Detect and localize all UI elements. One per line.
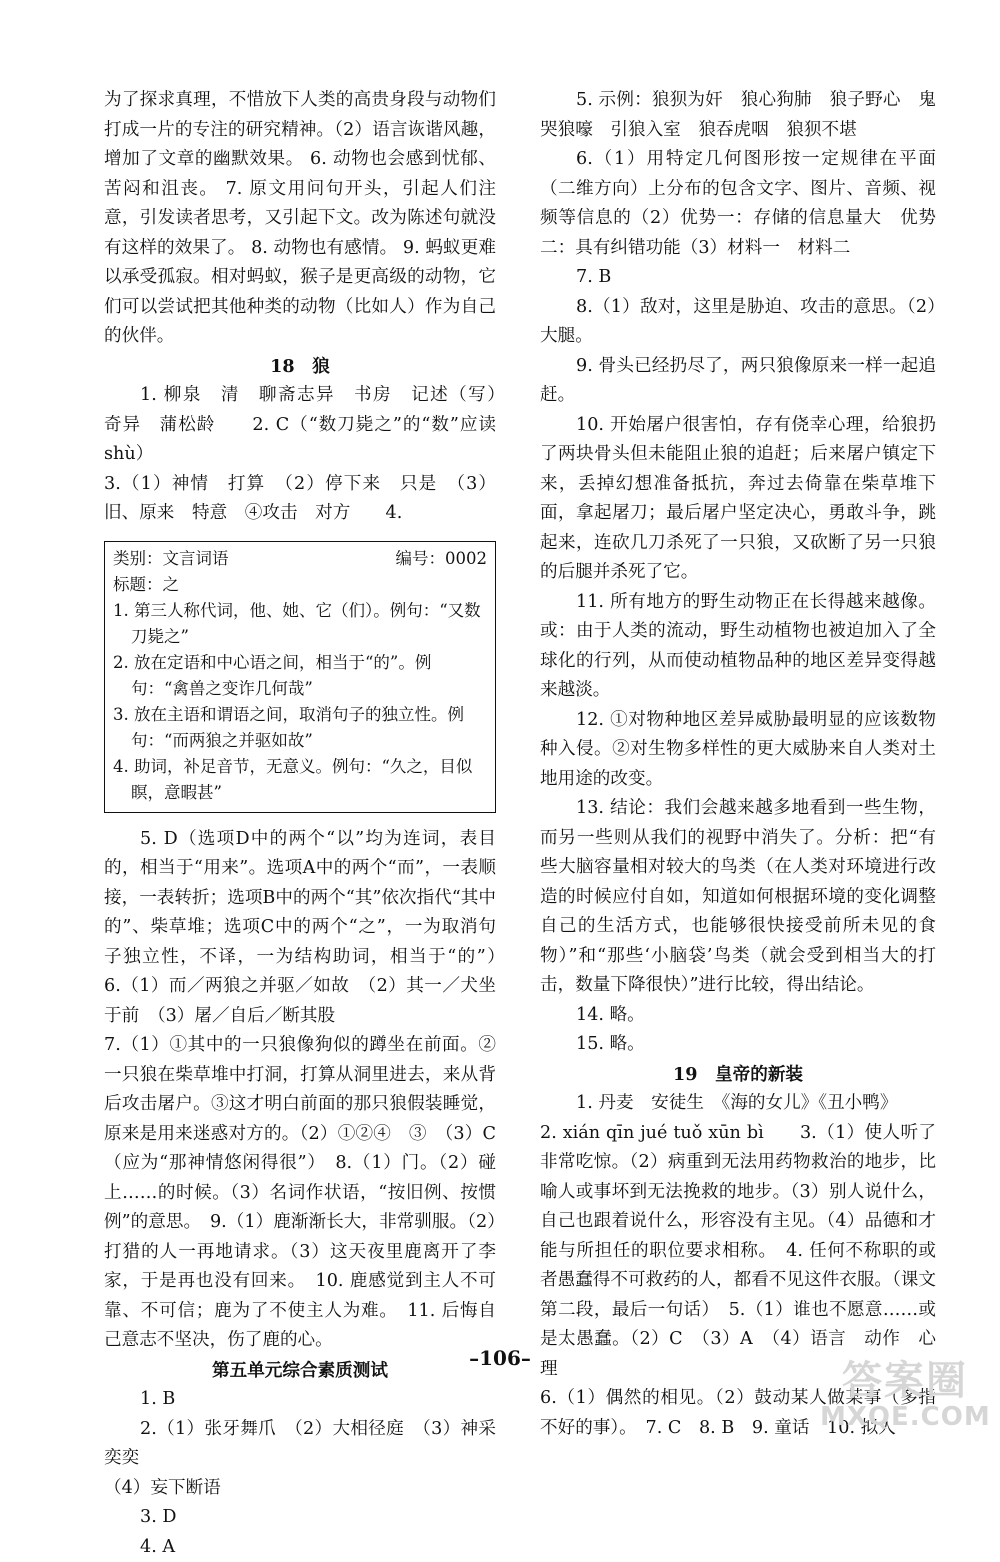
answer-paragraph: 6.（1）偶然的相见。（2）鼓动某人做某事（多指不好的事）。 7. C 8. B 9. 童话 10. 拟人 <box>540 1384 936 1443</box>
card-item: 3. 放在主语和谓语之间，取消句子的独立性。例句：“而两狼之并驱如故” <box>113 702 487 754</box>
answer-paragraph: 7.（1）①其中的一只狼像狗似的蹲坐在前面。②一只狼在柴草堆中打洞，打算从洞里进去，来从背后攻击屠户。③这才明白前面的那只狼假装睡觉，原来是用来迷惑对方的。（2）①②④ ③ （3）C（应为“那神情悠闲得很”） 8.（1）门。（2）碰上……的时候。（3）名词作状语，“按旧例、按惯例”的意思。 9.（1）鹿渐渐长大，非常驯服。（2）打猎的人一再地请求。（3）这天夜里鹿离开了李家，于是再也没有回来。 10. 鹿感觉到主人不可靠、不可信；鹿为了不使主人为难。 11. 后悔自己意志不坚决，伤了鹿的心。 <box>104 1031 496 1356</box>
answer-paragraph: 3.（1）神情 打算 （2）停下来 只是 （3）旧、原来 特意 ④攻击 对方 4. <box>104 470 496 529</box>
right-column <box>540 86 936 1443</box>
answer-paragraph: 8.（1）敌对，这里是胁迫、攻击的意思。（2）大腿。 <box>540 293 936 352</box>
card-item: 2. 放在定语和中心语之间，相当于“的”。例句：“禽兽之变诈几何哉” <box>113 650 487 702</box>
answer-line: 14. 略。 <box>540 1001 936 1031</box>
card-title: 标题：之 <box>113 572 487 598</box>
answer-paragraph: 10. 开始屠户很害怕，存有侥幸心理，给狼扔了两块骨头但未能阻止狼的追赶；后来屠户镇定下来，丢掉幻想准备抵抗，奔过去倚靠在柴草堆下面，拿起屠刀；最后屠户坚定决心，勇敢斗争，跳起来，连砍几刀杀死了一只狼，又砍断了另一只狼的后腿并杀死了它。 <box>540 411 936 588</box>
intro-paragraph: 为了探求真理，不惜放下人类的高贵身段与动物们打成一片的专注的研究精神。（2）语言诙谐风趣，增加了文章的幽默效果。 6. 动物也会感到忧郁、苦闷和沮丧。 7. 原文用问句开头，引起人们注意，引发读者思考，又引起下文。改为陈述句就没有这样的效果了。 8. 动物也有感情。 9. 蚂蚁更难以承受孤寂。相对蚂蚁，猴子是更高级的动物，它们可以尝试把其他种类的动物（比如人）作为自己的伙伴。 <box>104 86 496 352</box>
answer-paragraph: 5. 示例：狼狈为奸 狼心狗肺 狼子野心 鬼哭狼嚎 引狼入室 狼吞虎咽 狼狈不堪 <box>540 86 936 145</box>
answer-paragraph: 12. ①对物种地区差异威胁最明显的应该数物种入侵。②对生物多样性的更大威胁来自人类对土地用途的改变。 <box>540 706 936 795</box>
left-column <box>104 86 496 1562</box>
answer-line: 1. B <box>104 1385 496 1415</box>
answer-line: 1. 丹麦 安徒生 《海的女儿》《丑小鸭》 <box>540 1089 936 1119</box>
watermark-top-text: 答案圈 <box>820 1352 990 1402</box>
card-item: 4. 助词，补足音节，无意义。例句：“久之，目似瞑，意暇甚” <box>113 754 487 806</box>
vocabulary-card <box>104 541 496 813</box>
section-19-title: 19 皇帝的新装 <box>540 1060 936 1090</box>
card-number: 编号：0002 <box>396 546 488 572</box>
answer-line: 7. B <box>540 263 936 293</box>
page-number: –106– <box>0 1346 1000 1370</box>
answer-paragraph: 1. 柳泉 清 聊斋志异 书房 记述（写） 奇异 蒲松龄 2. C（“数刀毙之”的“数”应读shù） <box>104 381 496 470</box>
answer-line: 3. D <box>104 1503 496 1533</box>
answer-line: 15. 略。 <box>540 1030 936 1060</box>
card-category: 类别：文言词语 <box>113 546 229 572</box>
watermark-site-text: MXQE.COM <box>820 1402 990 1432</box>
unit-5-test-title: 第五单元综合素质测试 <box>104 1356 496 1386</box>
answer-paragraph: 5. D（选项D中的两个“以”均为连词，表目的，相当于“用来”。选项A中的两个“而”，一表顺接，一表转折；选项B中的两个“其”依次指代“其中的”、柴草堆；选项C中的两个“之”，一为取消句子独立性，不译，一为结构助词，相当于“的”） 6.（1）而／两狼之并驱／如故 （2）其一／犬坐于前 （3）屠／自后／断其股 <box>104 825 496 1032</box>
answer-line: （4）妄下断语 <box>104 1474 496 1504</box>
answer-paragraph: 6.（1）用特定几何图形按一定规律在平面（二维方向）上分布的包含文字、图片、音频、视频等信息的（2）优势一：存储的信息量大 优势二：具有纠错功能（3）材料一 材料二 <box>540 145 936 263</box>
answer-line: 4. A <box>104 1533 496 1562</box>
section-18-title: 18 狼 <box>104 352 496 382</box>
answer-paragraph: 13. 结论：我们会越来越多地看到一些生物，而另一些则从我们的视野中消失了。分析：把“有些大脑容量相对较大的鸟类（在人类对环境进行改造的时候应付自如，知道如何根据环境的变化调整自己的生活方式，也能够很快接受前所未见的食物）”和“那些‘小脑袋’鸟类（就会受到相当大的打击，数量下降很快）”进行比较，得出结论。 <box>540 794 936 1001</box>
answer-paragraph: 2. xián qīn jué tuǒ xūn bì 3.（1）使人听了非常吃惊。（2）病重到无法用药物救治的地步，比喻人或事坏到无法挽救的地步。（3）别人说什么，自己也跟着说什么，形容没有主见。（4）品德和才能与所担任的职位要求相称。 4. 任何不称职的或者愚蠢得不可救药的人，都看不见这件衣服。（课文第二段，最后一句话） 5.（1）谁也不愿意……或是太愚蠢。（2）C （3）A （4）语言 动作 心理 <box>540 1119 936 1385</box>
answer-paragraph: 9. 骨头已经扔尽了，两只狼像原来一样一起追赶。 <box>540 352 936 411</box>
card-item: 1. 第三人称代词，他、她、它（们）。例句：“又数刀毙之” <box>113 598 487 650</box>
answer-paragraph: 11. 所有地方的野生动物正在长得越来越像。或：由于人类的流动，野生动植物也被迫加入了全球化的行列，从而使动植物品种的地区差异变得越来越淡。 <box>540 588 936 706</box>
answer-line: 2.（1）张牙舞爪 （2）大相径庭 （3）神采奕奕 <box>104 1415 496 1474</box>
watermark-logo <box>820 1352 990 1434</box>
